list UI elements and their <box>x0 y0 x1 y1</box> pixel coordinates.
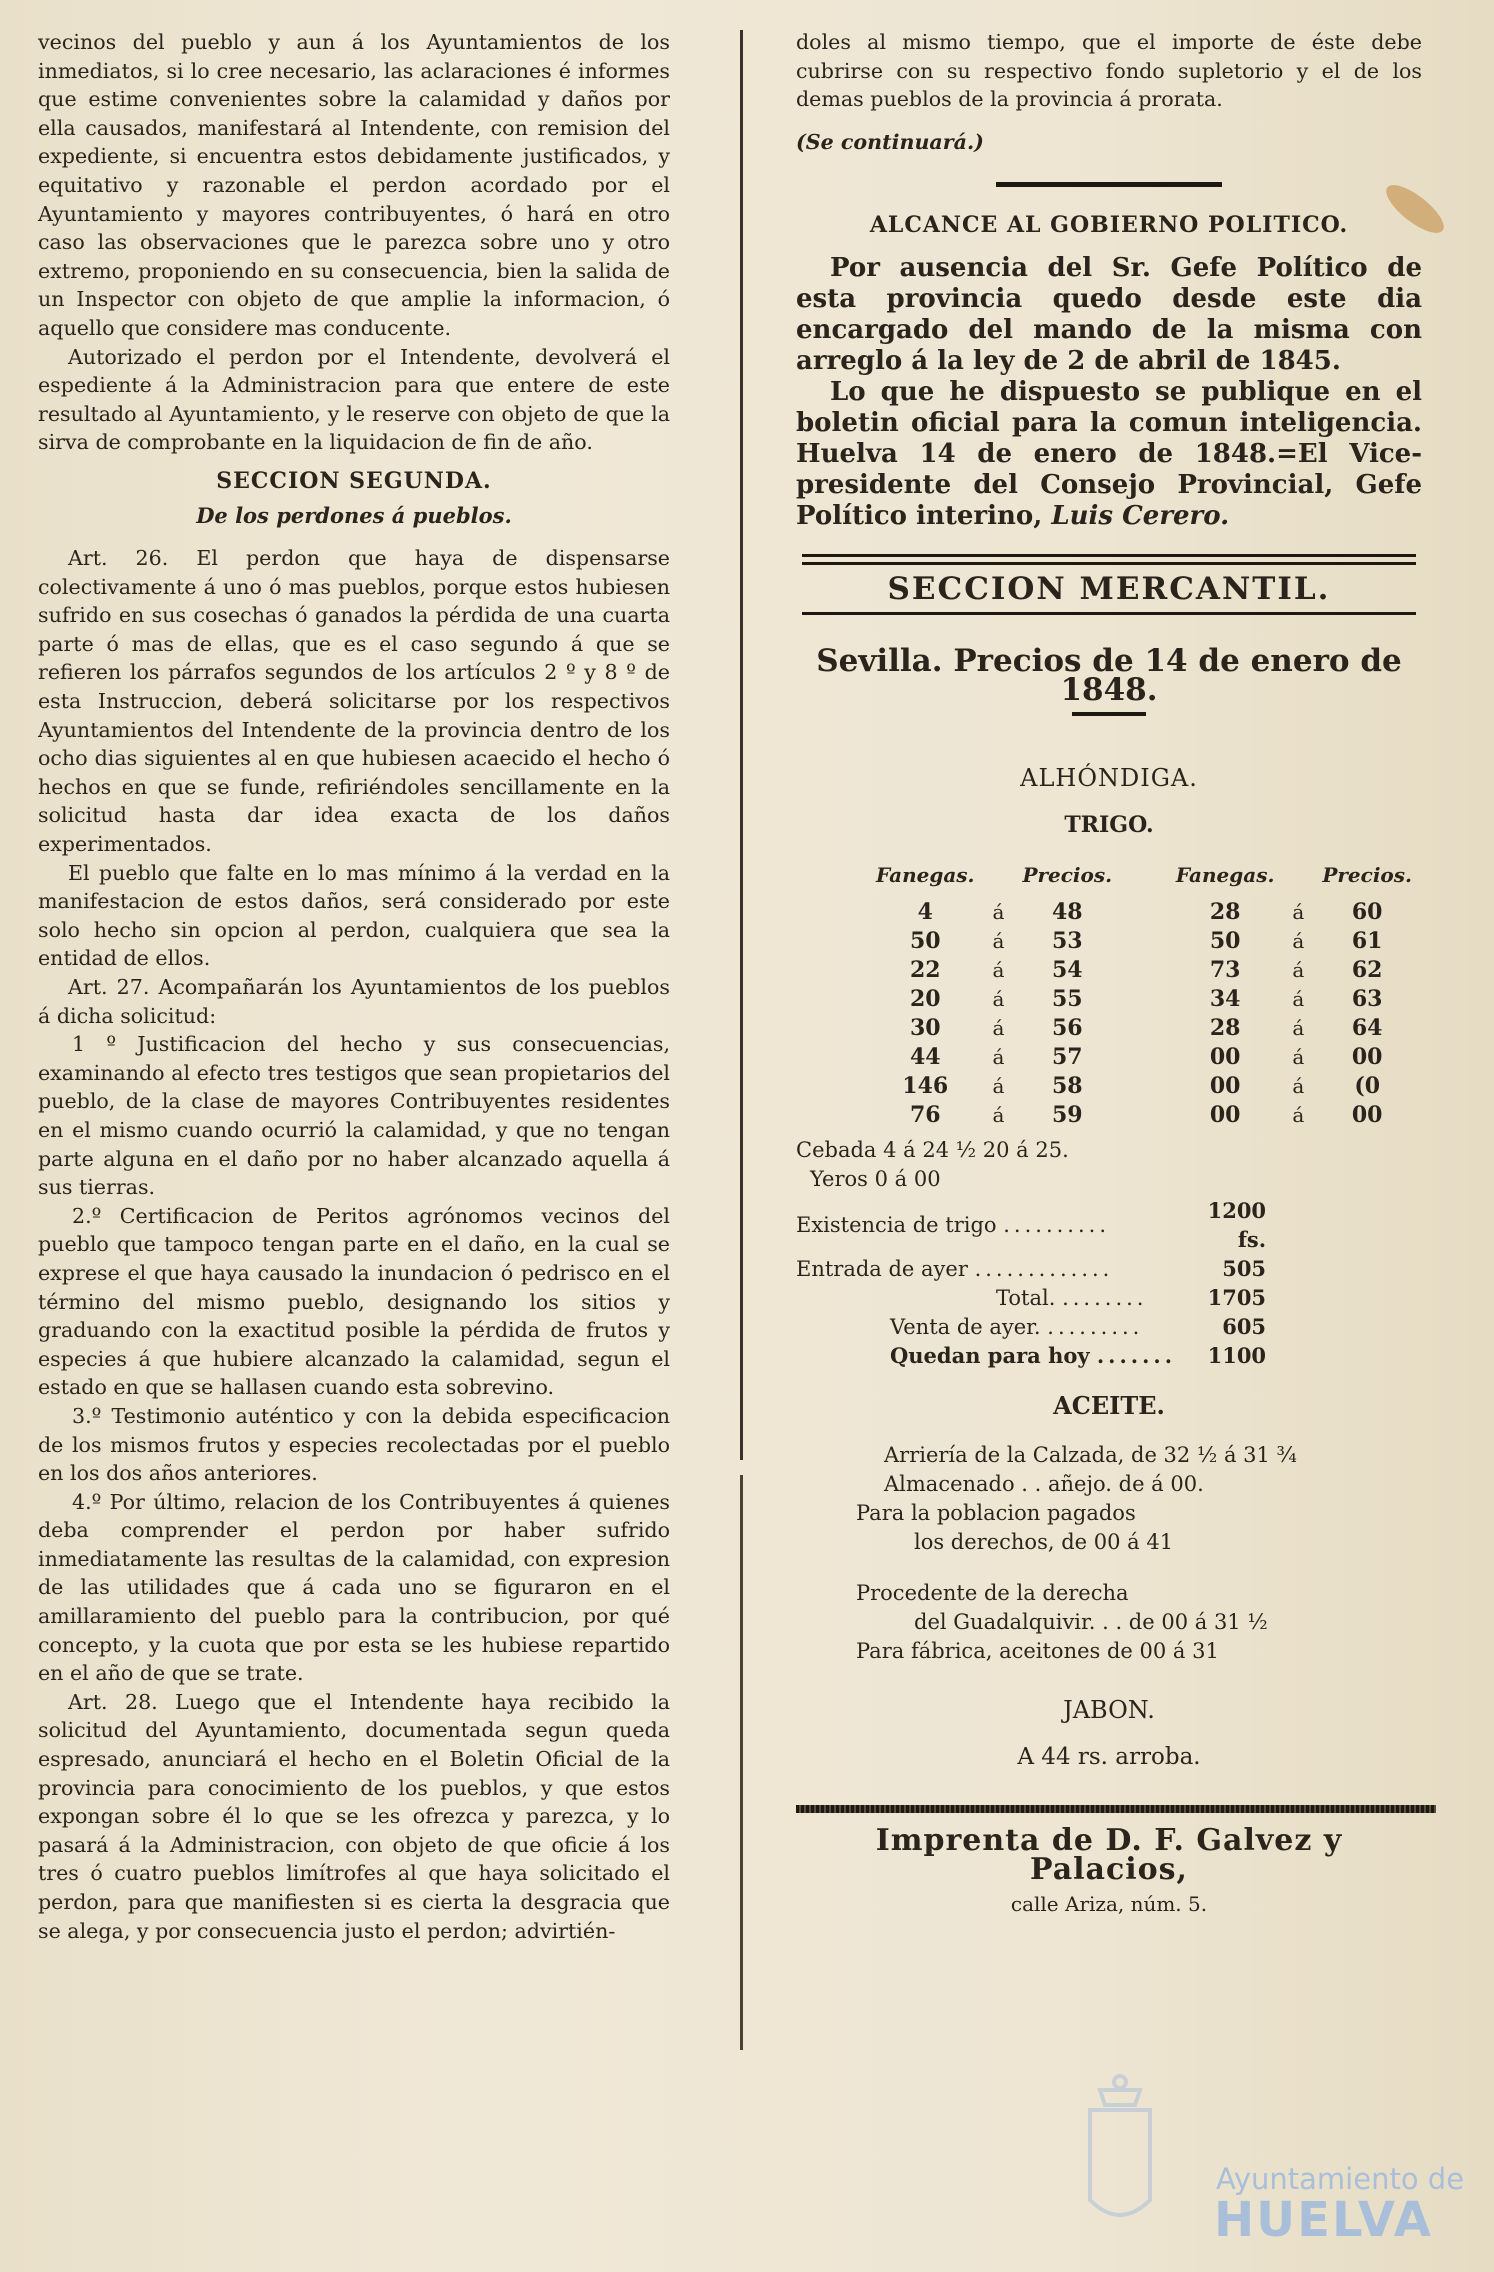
a-separator: á <box>1292 1074 1305 1099</box>
trigo-cell: 30 <box>909 1015 941 1042</box>
trigo-price-table <box>866 861 1422 1130</box>
a-separator: á <box>992 900 1005 925</box>
aceite-heading: ACEITE. <box>1053 1391 1165 1421</box>
alcance-title: ALCANCE AL GOBIERNO POLITICO. <box>869 212 1349 239</box>
trigo-cell: 76 <box>909 1102 941 1129</box>
trigo-cell: 73 <box>1209 957 1241 984</box>
trigo-row <box>866 1014 1422 1043</box>
trigo-cell: 50 <box>909 928 941 955</box>
trigo-cell: 00 <box>1209 1044 1241 1071</box>
aceite-line-6: del Guadalquivir. . . de 00 á 31 ½ <box>914 1609 1268 1634</box>
paragraph-continuation: doles al mismo tiempo, que el importe de éste debe cubrirse con su respectivo fondo supletorio y el de los demas pueblos de la provincia á prorata. <box>796 30 1422 112</box>
article-28: Art. 28. Luego que el Intendente haya recibido la solicitud del Ayuntamiento, documentada segun queda espresado, anunciará el hecho en el Boletin Oficial de la provincia para conocimiento de los pueblos, y que estos expongan sobre él lo que se les ofrezca y parezca, y lo pasará á la Administracion, con objeto de que oficie á los tres ó cuatro pueblos limítrofes al que haya solicitado el perdon, para que manifiesten si es cierta la desgracia que se alega, y por consecuencia justo el perdon; advirtién- <box>38 1689 670 1943</box>
col-fanegas-1: Fanegas. <box>876 863 975 888</box>
trigo-cell: 60 <box>1351 899 1383 926</box>
signature-name: Luis Cerero. <box>1051 501 1230 532</box>
article-27-item-2: 2.º Certificacion de Peritos agrónomos vecinos del pueblo que tampoco tengan parte en el daño, en la cual se exprese el que haya causado la inundacion ó pedrisco en el término del mismo pueblo, designando los sitios y graduando con la exactitud posible la pérdida de frutos y especies á que hubiere alcanzado la calamidad, segun el estado en que se hallasen cuando esta sobrevino. <box>38 1203 670 1400</box>
trigo-cell: 00 <box>1209 1073 1241 1100</box>
a-separator: á <box>1292 1045 1305 1070</box>
trigo-row <box>866 956 1422 985</box>
trigo-cell: 61 <box>1351 928 1383 955</box>
trigo-cell: 59 <box>1051 1102 1083 1129</box>
trigo-row <box>866 1101 1422 1130</box>
trigo-cell: 58 <box>1051 1073 1083 1100</box>
quedan-value: 1100 <box>1207 1342 1267 1368</box>
alhondiga-heading: ALHÓNDIGA. <box>1020 764 1198 793</box>
existencia-value: 1200 fs. <box>1207 1198 1267 1252</box>
watermark-line-1: Ayuntamiento de <box>1216 2162 1465 2196</box>
a-separator: á <box>992 929 1005 954</box>
aceite-line-2: Almacenado . . añejo. de á 00. <box>884 1471 1204 1496</box>
sevilla-prices-title: Sevilla. Precios de 14 de enero de 1848. <box>816 642 1402 708</box>
trigo-cell: 53 <box>1051 928 1083 955</box>
venta-value: 605 <box>1222 1313 1267 1339</box>
jabon-price: A 44 rs. arroba. <box>1017 1743 1201 1770</box>
short-rule <box>996 182 1222 187</box>
watermark-line-2: HUELVA <box>1214 2192 1433 2248</box>
article-27-item-3: 3.º Testimonio auténtico y con la debida especificacion de los mismos frutos y especies recolectadas por el pueblo en los dos años anteriores. <box>38 1403 670 1486</box>
trigo-cell: 56 <box>1051 1015 1083 1042</box>
se-continuara: (Se continuará.) <box>796 129 984 154</box>
a-separator: á <box>992 1045 1005 1070</box>
a-separator: á <box>1292 987 1305 1012</box>
article-27: Art. 27. Acompañarán los Ayuntamientos de los pueblos á dicha solicitud: <box>38 975 670 1028</box>
aceite-line-5: Procedente de la derecha <box>856 1580 1129 1605</box>
column-gap <box>1122 956 1166 985</box>
column-gap <box>1122 1072 1166 1101</box>
a-separator: á <box>1292 958 1305 983</box>
existencia-label: Existencia de trigo <box>796 1213 997 1238</box>
total-value: 1705 <box>1207 1284 1267 1310</box>
section-segunda-title: SECCION SEGUNDA. <box>216 467 492 494</box>
a-separator: á <box>1292 1103 1305 1128</box>
trigo-cell: 146 <box>902 1073 949 1100</box>
section-segunda-subtitle: De los perdones á pueblos. <box>196 502 512 528</box>
double-rule <box>802 554 1416 565</box>
trigo-cell: 34 <box>1209 986 1241 1013</box>
alcance-section <box>796 211 1422 532</box>
a-separator: á <box>992 987 1005 1012</box>
a-separator: á <box>992 1016 1005 1041</box>
column-gap <box>1122 1101 1166 1130</box>
trigo-row <box>866 1072 1422 1101</box>
aceite-line-1: Arriería de la Calzada, de 32 ½ á 31 ¾ <box>884 1442 1297 1467</box>
left-column <box>38 28 670 1945</box>
venta-label: Venta de ayer. <box>890 1314 1041 1339</box>
column-divider-bottom <box>740 1475 743 2050</box>
alcance-paragraph-1: Por ausencia del Sr. Gefe Político de esta provincia quedo desde este dia encargado del mando de la misma con arreglo á la ley de 2 de abril de 1845. <box>796 253 1422 377</box>
title-underline <box>1072 712 1146 716</box>
trigo-cell: (0 <box>1354 1073 1381 1100</box>
imprint-rule <box>796 1805 1436 1813</box>
trigo-cell: 28 <box>1209 1015 1241 1042</box>
imprint-address: calle Ariza, núm. 5. <box>1010 1892 1208 1917</box>
col-precios-2: Precios. <box>1322 863 1412 888</box>
trigo-cell: 44 <box>909 1044 941 1071</box>
seccion-mercantil-title: SECCION MERCANTIL. <box>887 571 1331 608</box>
trigo-cell: 55 <box>1051 986 1083 1013</box>
a-separator: á <box>1292 929 1305 954</box>
quedan-label: Quedan para hoy <box>890 1342 1090 1368</box>
aceite-line-3: Para la poblacion pagados <box>856 1500 1136 1525</box>
alcance-paragraph-2: Lo que he dispuesto se publique en el boletin oficial para la comun inteligencia. Huelva 14 de enero de 1848.=El Vice-presidente del Consejo Provincial, Gefe Político interino, Luis Cerero. <box>796 377 1422 532</box>
yeros-line: Yeros 0 á 00 <box>810 1166 941 1191</box>
col-fanegas-2: Fanegas. <box>1175 863 1275 888</box>
article-26: Art. 26. El perdon que haya de dispensarse colectivamente á uno ó mas pueblos, porque estos hubiesen sufrido en sus cosechas ó ganados la pérdida de una cuarta parte ó mas de ellas, que es el caso segundo á que se refieren los párrafos segundos de los artículos 2 º y 8 º de esta Instruccion, deberá solicitarse por los respectivos Ayuntamientos del Intendente de la provincia dentro de los ocho dias siguientes al en que hubiesen acaecido el hecho ó hechos en que se funde, refiriéndoles sencillamente en la solicitud hasta dar idea exacta de los daños experimentados. <box>38 546 670 857</box>
a-separator: á <box>1292 900 1305 925</box>
article-27-item-4: 4.º Por último, relacion de los Contribuyentes á quienes deba comprender el perdon por haber sufrido inmediatamente las resultas de la calamidad, con expresion de las utilidades que á cada uno se figuraron en el amillaramiento del pueblo para la contribucion, por qué concepto, y la cuota que por esta se les hubiese repartido en el año de que se trate. <box>38 1489 670 1686</box>
jabon-heading: JABON. <box>1063 1695 1155 1724</box>
trigo-row <box>866 927 1422 956</box>
paragraph-autorizado: Autorizado el perdon por el Intendente, devolverá el espediente á la Administracion para que entere de este resultado al Ayuntamiento, y le reserve con objeto de que la sirva de comprobante en la liquidacion de fin de año. <box>38 344 670 455</box>
a-separator: á <box>992 1074 1005 1099</box>
a-separator: á <box>992 1103 1005 1128</box>
trigo-row <box>866 898 1422 927</box>
trigo-cell: 48 <box>1051 899 1083 926</box>
trigo-cell: 63 <box>1351 986 1383 1013</box>
trigo-cell: 4 <box>917 899 933 926</box>
a-separator: á <box>992 958 1005 983</box>
trigo-cell: 54 <box>1051 957 1083 984</box>
column-gap <box>1122 1014 1166 1043</box>
entrada-value: 505 <box>1222 1255 1267 1281</box>
imprint-name: Imprenta de D. F. Galvez y Palacios, <box>875 1823 1343 1887</box>
trigo-cell: 00 <box>1351 1044 1383 1071</box>
cebada-line: Cebada 4 á 24 ½ 20 á 25. <box>796 1137 1069 1162</box>
right-column <box>796 28 1422 1919</box>
entrada-label: Entrada de ayer <box>796 1256 968 1281</box>
trigo-cell: 28 <box>1209 899 1241 926</box>
paragraph-vecinos: vecinos del pueblo y aun á los Ayuntamientos de los inmediatos, si lo cree necesario, las aclaraciones é informes que estime convenientes sobre la calamidad y daños por ella causados, manifestará al Intendente, con remision del expediente, si encuentra estos debidamente justificados, y equitativo y razonable el perdon acordado por el Ayuntamiento y mayores contribuyentes, ó hará en otro caso las observaciones que le parezca sobre uno y otro extremo, proponiendo en su consecuencia, bien la salida de un Inspector con objeto de que amplie la informacion, ó aquello que considere mas conducente. <box>38 30 670 340</box>
a-separator: á <box>1292 1016 1305 1041</box>
trigo-cell: 20 <box>909 986 941 1013</box>
trigo-cell: 64 <box>1351 1015 1383 1042</box>
aceite-line-4: los derechos, de 00 á 41 <box>914 1529 1174 1554</box>
column-gap <box>1122 898 1166 927</box>
trigo-row <box>866 1043 1422 1072</box>
trigo-cell: 00 <box>1351 1102 1383 1129</box>
trigo-cell: 00 <box>1209 1102 1241 1129</box>
column-gap <box>1122 927 1166 956</box>
mercantil-rule <box>802 612 1416 615</box>
trigo-cell: 62 <box>1351 957 1383 984</box>
trigo-cell: 57 <box>1051 1044 1083 1071</box>
column-divider-top <box>740 30 743 1460</box>
paragraph-falte: El pueblo que falte en lo mas mínimo á la verdad en la manifestacion de estos daños, será considerado por este solo hecho sin opcion al perdon, cualquiera que sea la entidad de ellos. <box>38 860 670 971</box>
trigo-heading: TRIGO. <box>1064 811 1154 838</box>
article-27-item-1: 1 º Justificacion del hecho y sus consecuencias, examinando al efecto tres testigos que sean propietarios del pueblo, de la clase de mayores Contribuyentes residentes en el mismo cuando ocurrió la calamidad, y que no tengan parte alguna en el daño por no haber alcanzado aquella á sus tierras. <box>38 1032 670 1200</box>
trigo-cell: 22 <box>909 957 941 984</box>
column-gap <box>1122 1043 1166 1072</box>
trigo-row <box>866 985 1422 1014</box>
column-gap <box>1122 985 1166 1014</box>
existencias-table: Existencia de trigo .......... 1200 fs. Entrada de ayer ............. 505 Total. ........ 1705 Venta de ayer. ......... 605 Quedan para hoy ....... 1100 <box>796 1197 1266 1370</box>
col-precios-1: Precios. <box>1022 863 1113 888</box>
aceite-line-7: Para fábrica, aceitones de 00 á 31 <box>856 1638 1219 1663</box>
total-label: Total. <box>996 1285 1056 1310</box>
trigo-cell: 50 <box>1209 928 1241 955</box>
